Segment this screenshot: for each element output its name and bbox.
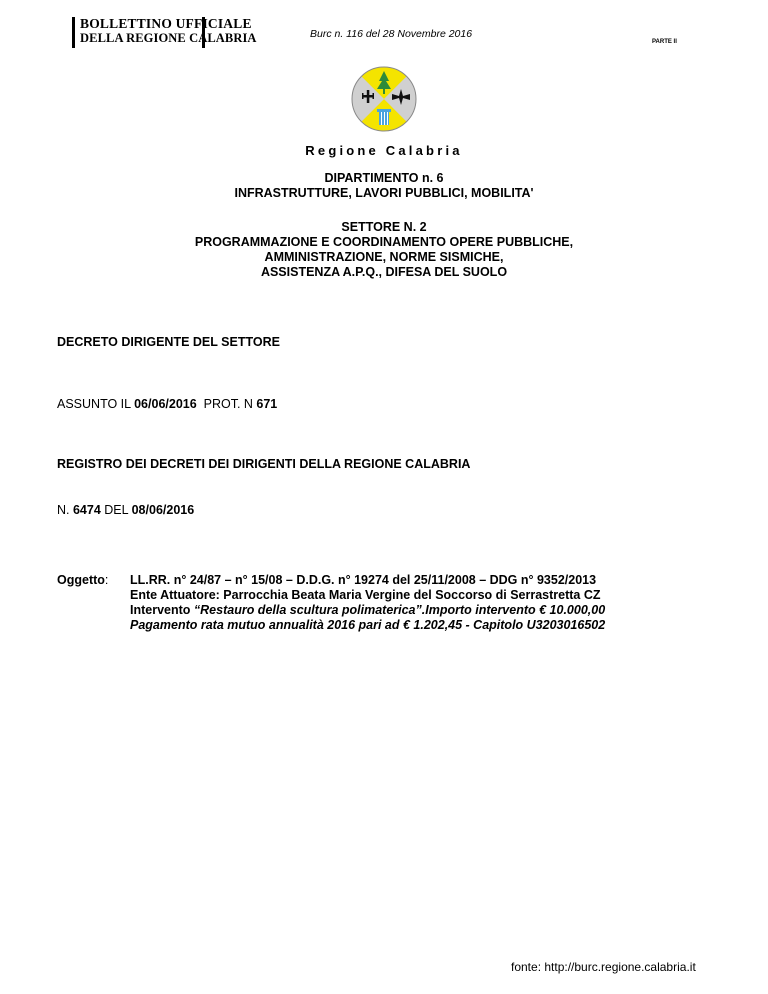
region-name: Regione Calabria <box>305 143 463 158</box>
assunto-line <box>57 397 277 411</box>
subject-line-2: Ente Attuatore: Parrocchia Beata Maria Vergine del Soccorso di Serrastretta CZ <box>130 588 601 602</box>
bulletin-masthead <box>72 16 257 48</box>
sector-name-line-1: PROGRAMMAZIONE E COORDINAMENTO OPERE PUBBLICHE, <box>194 235 574 249</box>
assunto-label: ASSUNTO IL <box>57 397 135 411</box>
source-footer: fonte: http://burc.regione.calabria.it <box>511 960 696 974</box>
sector-number: SETTORE N. 2 <box>341 220 427 234</box>
department-number: DIPARTIMENTO n. 6 <box>324 171 444 185</box>
subject-text <box>130 573 605 633</box>
registry-del-label: DEL <box>100 503 132 517</box>
sector-name-line-3: ASSISTENZA A.P.Q., DIFESA DEL SUOLO <box>260 265 508 279</box>
registry-date: 08/06/2016 <box>131 503 195 517</box>
subject-line-3-prefix: Intervento <box>130 603 194 617</box>
regione-calabria-emblem-icon <box>350 65 418 133</box>
subject-line-3-italic: “Restauro della scultura polimaterica”.Importo intervento € 10.000,00 <box>193 603 606 617</box>
subject-line-1: LL.RR. n° 24/87 – n° 15/08 – D.D.G. n° 19274 del 25/11/2008 – DDG n° 9352/2013 <box>130 573 597 587</box>
registry-title: REGISTRO DEI DECRETI DEI DIRIGENTI DELLA REGIONE CALABRIA <box>57 457 471 471</box>
subject-line-3 <box>130 603 605 618</box>
subject-line-4: Pagamento rata mutuo annualità 2016 pari ad € 1.202,45 - Capitolo U3203016502 <box>130 618 606 632</box>
subject-label-text: Oggetto <box>57 573 105 587</box>
registry-number: 6474 <box>72 503 101 517</box>
subject-label <box>57 573 108 587</box>
part-label: PARTE II <box>652 39 677 45</box>
department-heading <box>0 171 768 201</box>
subject-colon: : <box>104 573 109 587</box>
department-name: INFRASTRUTTURE, LAVORI PUBBLICI, MOBILITA' <box>234 186 534 200</box>
sector-name-line-2: AMMINISTRAZIONE, NORME SISMICHE, <box>264 250 504 264</box>
registry-number-line <box>57 503 194 517</box>
prot-number: 671 <box>256 397 278 411</box>
masthead-line-2: DELLA REGIONE CALABRIA <box>80 31 257 45</box>
sector-heading <box>0 220 768 280</box>
decree-type: DECRETO DIRIGENTE DEL SETTORE <box>57 335 280 349</box>
registry-n-label: N. <box>57 503 73 517</box>
prot-label: PROT. N <box>196 397 257 411</box>
issue-reference: Burc n. 116 del 28 Novembre 2016 <box>310 28 473 40</box>
masthead-line-1: BOLLETTINO UFFICIALE <box>80 16 252 31</box>
assunto-date: 06/06/2016 <box>134 397 197 411</box>
